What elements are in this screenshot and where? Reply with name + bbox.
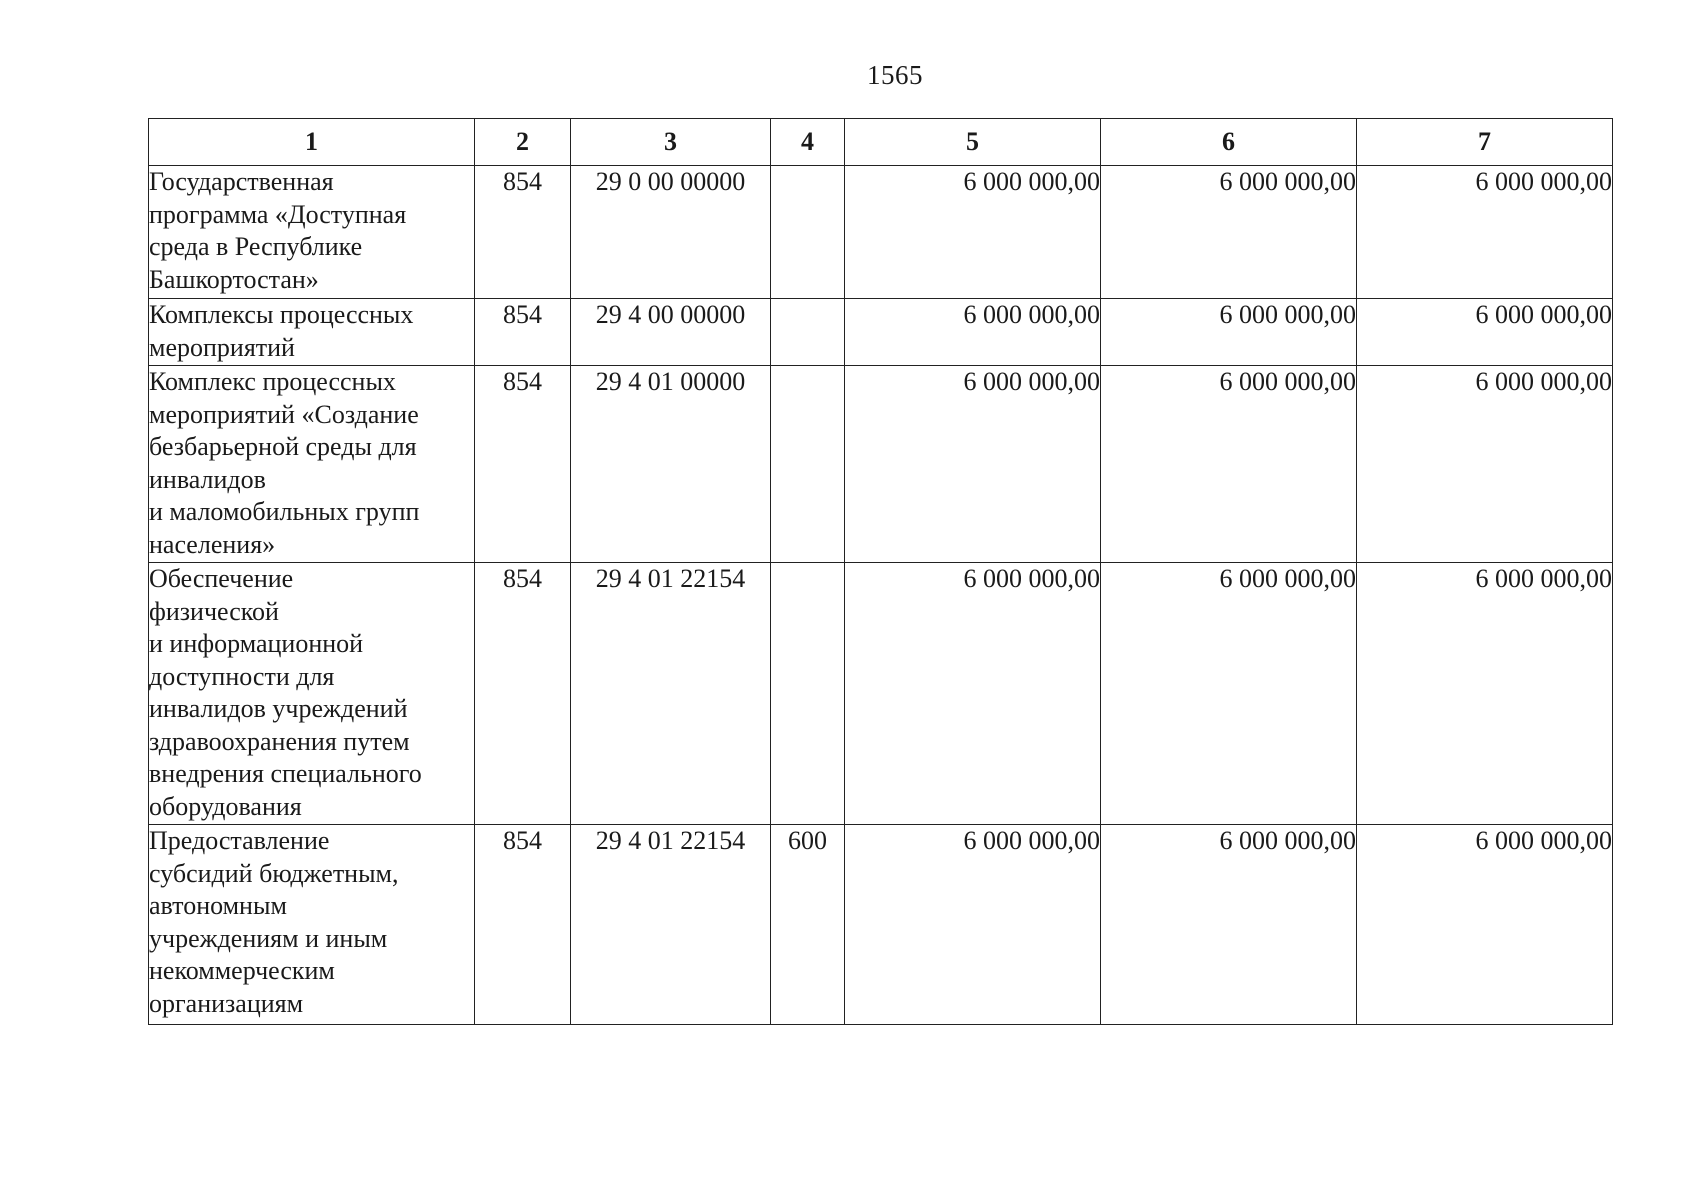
header-cell-4: 4	[771, 119, 845, 166]
name-line: программа «Доступная	[149, 199, 407, 229]
amount-cell-7: 6 000 000,00	[1357, 366, 1613, 563]
name-line: Обеспечение	[149, 564, 294, 593]
name-line: субсидий бюджетным,	[149, 858, 399, 888]
table-row	[149, 825, 1613, 1025]
amount-cell-6: 6 000 000,00	[1101, 166, 1357, 299]
name-line: Государственная	[149, 167, 334, 196]
amount-cell-7: 6 000 000,00	[1357, 825, 1613, 1025]
name-line: автономным	[149, 891, 287, 920]
table-row	[149, 366, 1613, 563]
name-line: внедрения специального	[149, 759, 422, 788]
name-line: инвалидов учреждений	[149, 694, 408, 723]
name-line: физической	[149, 596, 279, 626]
name-line: Комплекс процессных	[149, 367, 396, 396]
name-line: Предоставление	[149, 826, 330, 855]
admin-code-cell: 854	[475, 299, 571, 366]
target-code-cell: 29 4 01 22154	[571, 563, 771, 825]
expense-type-cell	[771, 299, 845, 366]
amount-cell-5: 6 000 000,00	[845, 366, 1101, 563]
amount-cell-5: 6 000 000,00	[845, 166, 1101, 299]
expense-type-cell	[771, 563, 845, 825]
expense-type-cell: 600	[771, 825, 845, 1025]
name-line: оборудования	[149, 791, 302, 821]
budget-table	[148, 118, 1613, 1025]
name-line: учреждениям и иным	[149, 923, 388, 953]
amount-cell-5: 6 000 000,00	[845, 299, 1101, 366]
row-name-cell	[149, 825, 475, 1025]
amount-cell-6: 6 000 000,00	[1101, 366, 1357, 563]
expense-type-cell	[771, 166, 845, 299]
admin-code-cell: 854	[475, 563, 571, 825]
name-line: населения»	[149, 529, 276, 559]
page-number: 1565	[867, 60, 923, 90]
row-name-cell	[149, 563, 475, 825]
name-line: инвалидов	[149, 464, 266, 494]
table-row	[149, 299, 1613, 366]
name-line: Комплексы процессных	[149, 300, 414, 329]
amount-cell-6: 6 000 000,00	[1101, 825, 1357, 1025]
target-code-cell: 29 4 01 00000	[571, 366, 771, 563]
target-code-cell: 29 0 00 00000	[571, 166, 771, 299]
expense-type-cell	[771, 366, 845, 563]
name-line: некоммерческим	[149, 956, 335, 985]
row-name-cell	[149, 366, 475, 563]
header-cell-7: 7	[1357, 119, 1613, 166]
admin-code-cell: 854	[475, 366, 571, 563]
name-line: мероприятий «Создание	[149, 399, 419, 429]
amount-cell-7: 6 000 000,00	[1357, 299, 1613, 366]
amount-cell-6: 6 000 000,00	[1101, 563, 1357, 825]
admin-code-cell: 854	[475, 166, 571, 299]
name-line: среда в Республике	[149, 232, 363, 261]
amount-cell-7: 6 000 000,00	[1357, 563, 1613, 825]
name-line: здравоохранения путем	[149, 726, 410, 756]
name-line: организациям	[149, 988, 304, 1018]
table-row	[149, 563, 1613, 825]
name-line: доступности для	[149, 661, 335, 691]
target-code-cell: 29 4 01 22154	[571, 825, 771, 1025]
header-cell-1: 1	[149, 119, 475, 166]
header-cell-5: 5	[845, 119, 1101, 166]
name-line: безбарьерной среды для	[149, 432, 417, 461]
name-line: Башкортостан»	[149, 264, 319, 294]
name-line: и информационной	[149, 629, 364, 658]
row-name-cell	[149, 166, 475, 299]
name-line: мероприятий	[149, 332, 295, 362]
name-line: и маломобильных групп	[149, 497, 420, 526]
admin-code-cell: 854	[475, 825, 571, 1025]
header-cell-2: 2	[475, 119, 571, 166]
target-code-cell: 29 4 00 00000	[571, 299, 771, 366]
amount-cell-6: 6 000 000,00	[1101, 299, 1357, 366]
amount-cell-7: 6 000 000,00	[1357, 166, 1613, 299]
header-cell-6: 6	[1101, 119, 1357, 166]
amount-cell-5: 6 000 000,00	[845, 563, 1101, 825]
table-row	[149, 166, 1613, 299]
header-cell-3: 3	[571, 119, 771, 166]
row-name-cell	[149, 299, 475, 366]
header-row	[149, 119, 1613, 166]
amount-cell-5: 6 000 000,00	[845, 825, 1101, 1025]
